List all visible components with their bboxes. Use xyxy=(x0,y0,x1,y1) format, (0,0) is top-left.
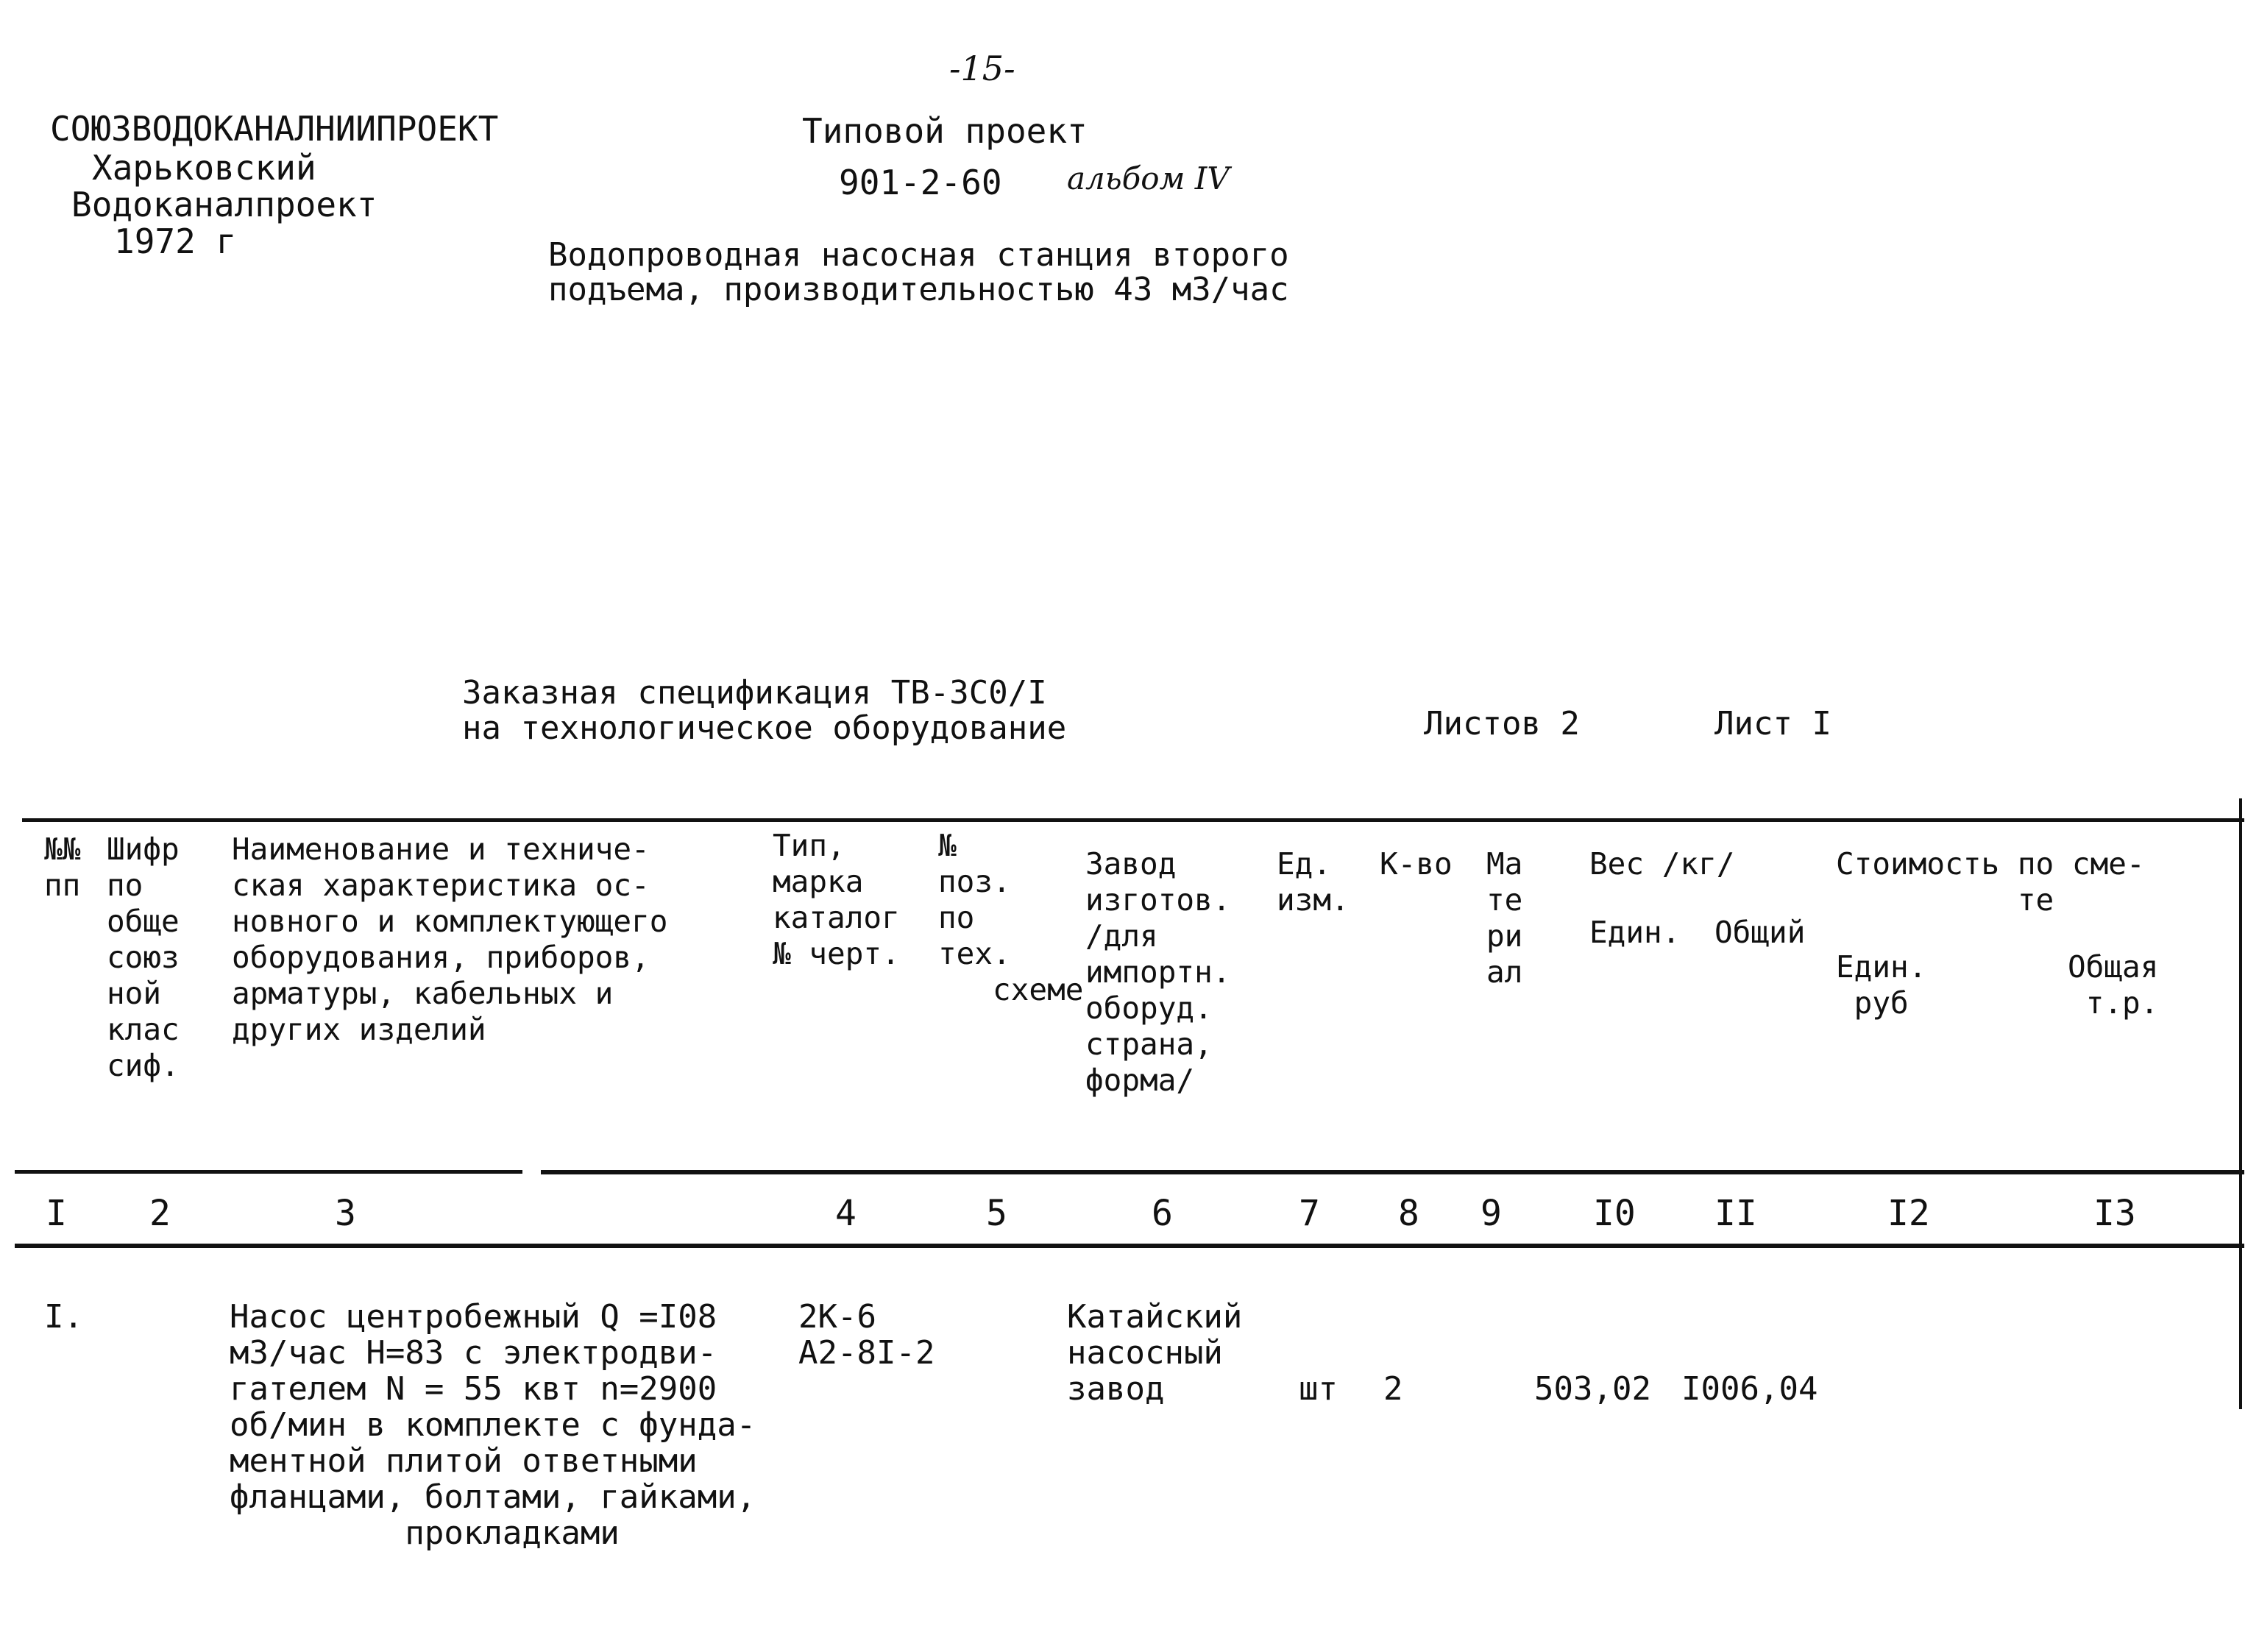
row-unit: шт xyxy=(1299,1370,1338,1408)
row-number: I. xyxy=(44,1298,83,1336)
project-title-line1: Водопроводная насосная станция второго xyxy=(548,236,1289,274)
table-right-border xyxy=(2239,798,2242,1409)
column-number: 9 xyxy=(1480,1193,1502,1234)
page-number: -15- xyxy=(949,49,1015,88)
header-plant: Завод изготов. /для импортн. оборуд. страна, форма/ xyxy=(1085,846,1231,1098)
sheets-total: Листов 2 xyxy=(1424,705,1580,742)
column-numbers-bottom-rule xyxy=(15,1244,2244,1248)
row-weight-total: I006,04 xyxy=(1681,1370,1818,1408)
org-year: 1972 г xyxy=(114,221,237,261)
table-top-rule xyxy=(22,818,2244,822)
column-number: 2 xyxy=(149,1193,171,1234)
header-quantity: К-во xyxy=(1380,846,1453,882)
header-classifier-code: Шифр по обще союз ной клас сиф. xyxy=(107,832,180,1083)
project-title-line2: подъема, производительностью 43 м3/час xyxy=(548,271,1289,308)
column-number: I3 xyxy=(2093,1193,2136,1234)
header-name: Наименование и техниче- ская характеристика ос- новного и комплектующего оборудования, приборов, арматуры, кабельных и других изделий xyxy=(232,832,668,1047)
header-cost-unit: Един. руб xyxy=(1836,949,1927,1021)
header-position: № поз. по тех. схеме xyxy=(938,828,1084,1007)
row-type: 2К-6 А2-8I-2 xyxy=(798,1298,935,1372)
header-bottom-rule-right xyxy=(541,1170,2244,1174)
project-number: 901-2-60 xyxy=(839,163,1002,202)
header-unit: Ед. изм. xyxy=(1277,846,1350,918)
column-number: 5 xyxy=(986,1193,1007,1234)
header-bottom-rule-left xyxy=(15,1170,522,1174)
album-note: альбом IV xyxy=(1067,160,1230,196)
header-row-number: №№ пп xyxy=(44,832,81,903)
org-branch: Харьковский xyxy=(92,148,316,188)
spec-title-line2: на технологическое оборудование xyxy=(462,709,1067,747)
header-weight-total: Общий xyxy=(1714,915,1806,950)
header-weight: Вес /кг/ xyxy=(1589,846,1735,882)
spec-title-line1: Заказная спецификация ТВ-3С0/I xyxy=(462,674,1047,712)
row-plant: Катайский насосный завод xyxy=(1067,1298,1243,1408)
column-number: I xyxy=(46,1193,67,1234)
row-quantity: 2 xyxy=(1383,1370,1403,1408)
column-number: 4 xyxy=(835,1193,857,1234)
column-number: I2 xyxy=(1887,1193,1930,1234)
org-name: СОЮЗВОДОКАНАЛНИИПРОЕКТ xyxy=(50,109,499,149)
sheet-number: Лист I xyxy=(1714,705,1831,742)
row-weight-unit: 503,02 xyxy=(1534,1370,1651,1408)
header-material: Ма те ри ал xyxy=(1486,846,1523,990)
project-label: Типовой проект xyxy=(802,111,1088,151)
header-cost: Стоимость по сме- те xyxy=(1836,846,2145,918)
column-number: 8 xyxy=(1398,1193,1419,1234)
header-cost-total: Общая т.р. xyxy=(2068,949,2159,1021)
column-number: 7 xyxy=(1299,1193,1320,1234)
org-department: Водоканалпроект xyxy=(71,185,377,224)
column-number: I0 xyxy=(1593,1193,1636,1234)
column-number: 6 xyxy=(1152,1193,1173,1234)
column-number: 3 xyxy=(335,1193,356,1234)
column-number: II xyxy=(1714,1193,1757,1234)
header-weight-unit: Един. xyxy=(1589,915,1681,950)
header-type: Тип, марка каталог № черт. xyxy=(773,828,900,971)
row-name: Насос центробежный Q =I08 м3/час Н=83 с электродви- гателем N = 55 квт n=2900 об/мин в комплекте с фунда- ментной плитой ответными фланцами, болтами, гайками, прокладками xyxy=(230,1298,756,1552)
